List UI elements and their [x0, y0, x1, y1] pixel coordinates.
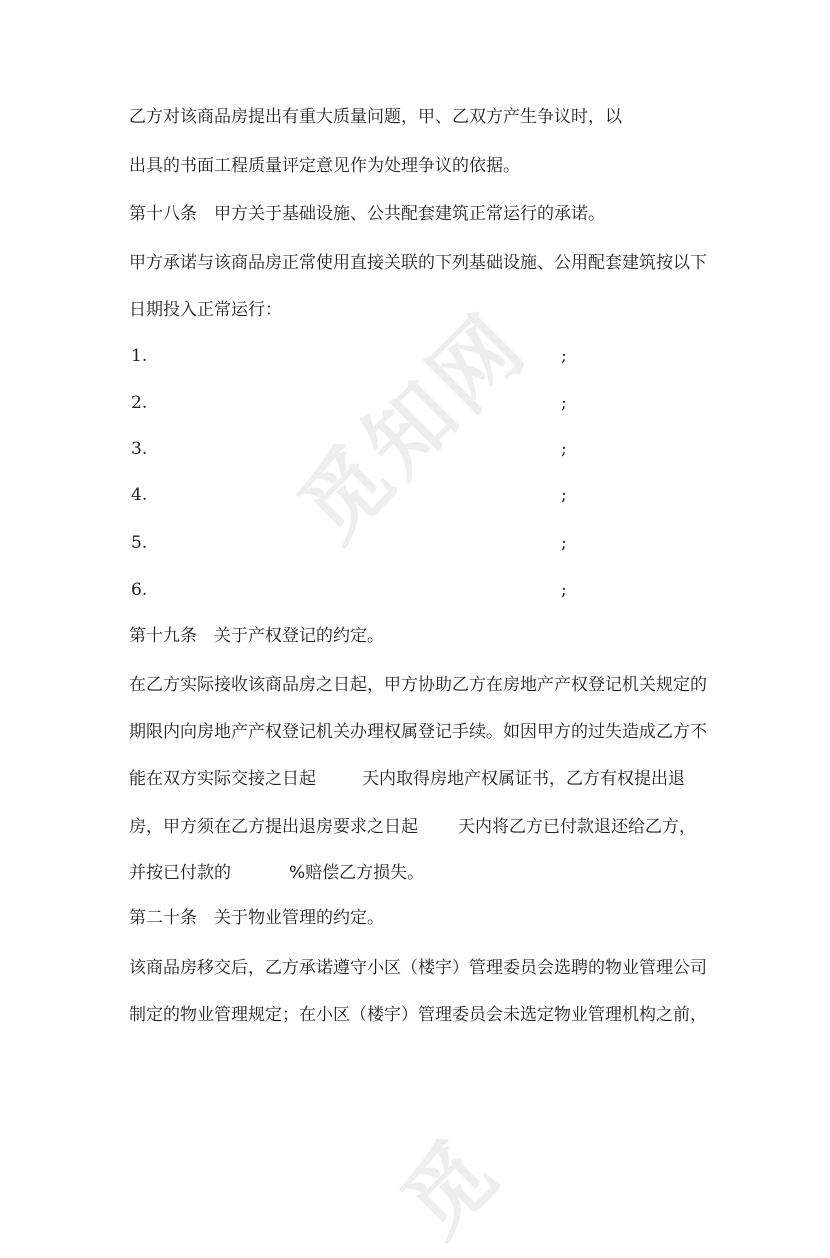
- paragraph-line: [129, 815, 696, 839]
- list-item-number: 3.: [131, 439, 148, 459]
- watermark-partial: 觅: [383, 1119, 520, 1256]
- list-item-end: ;: [561, 533, 567, 553]
- paragraph-line: [129, 861, 424, 885]
- watermark: 觅知网: [280, 294, 547, 561]
- list-item-number: 6.: [131, 580, 148, 600]
- paragraph-line: [129, 767, 685, 791]
- list-item-end: ;: [561, 485, 567, 505]
- text-segment: 天内取得房地产权属证书，乙方有权提出退: [362, 769, 685, 789]
- article-19-title: 第十九条 关于产权登记的约定。: [129, 626, 384, 646]
- paragraph-line: 制定的物业管理规定；在小区（楼宇）管理委员会未选定物业管理机构之前，: [129, 1005, 707, 1025]
- text-segment: 并按已付款的: [129, 863, 231, 883]
- list-item-end: ;: [561, 346, 567, 366]
- paragraph-line: 乙方对该商品房提出有重大质量问题，甲、乙双方产生争议时，以: [129, 107, 622, 127]
- list-item-end: ;: [561, 439, 567, 459]
- paragraph-line: 在乙方实际接收该商品房之日起，甲方协助乙方在房地产产权登记机关规定的: [129, 675, 707, 695]
- paragraph-line: 该商品房移交后，乙方承诺遵守小区（楼宇）管理委员会选聘的物业管理公司: [129, 958, 707, 978]
- paragraph-line: 出具的书面工程质量评定意见作为处理争议的依据。: [129, 156, 520, 176]
- paragraph-line: 期限内向房地产产权登记机关办理权属登记手续。如因甲方的过失造成乙方不: [129, 722, 707, 742]
- article-18-title: 第十八条 甲方关于基础设施、公共配套建筑正常运行的承诺。: [129, 204, 605, 224]
- paragraph-line: 日期投入正常运行：: [129, 300, 282, 320]
- text-segment: %赔偿乙方损失。: [289, 863, 425, 883]
- list-item-number: 2.: [131, 393, 148, 413]
- list-item-number: 4.: [131, 485, 148, 505]
- paragraph-line: 甲方承诺与该商品房正常使用直接关联的下列基础设施、公用配套建筑按以下: [129, 253, 707, 273]
- text-segment: 天内将乙方已付款退还给乙方，: [458, 817, 696, 837]
- list-item-number: 1.: [131, 346, 148, 366]
- list-item-number: 5.: [131, 533, 148, 553]
- text-segment: 能在双方实际交接之日起: [129, 769, 316, 789]
- list-item-end: ;: [561, 580, 567, 600]
- list-item-end: ;: [561, 393, 567, 413]
- text-segment: 房，甲方须在乙方提出退房要求之日起: [129, 817, 418, 837]
- article-20-title: 第二十条 关于物业管理的约定。: [129, 908, 384, 928]
